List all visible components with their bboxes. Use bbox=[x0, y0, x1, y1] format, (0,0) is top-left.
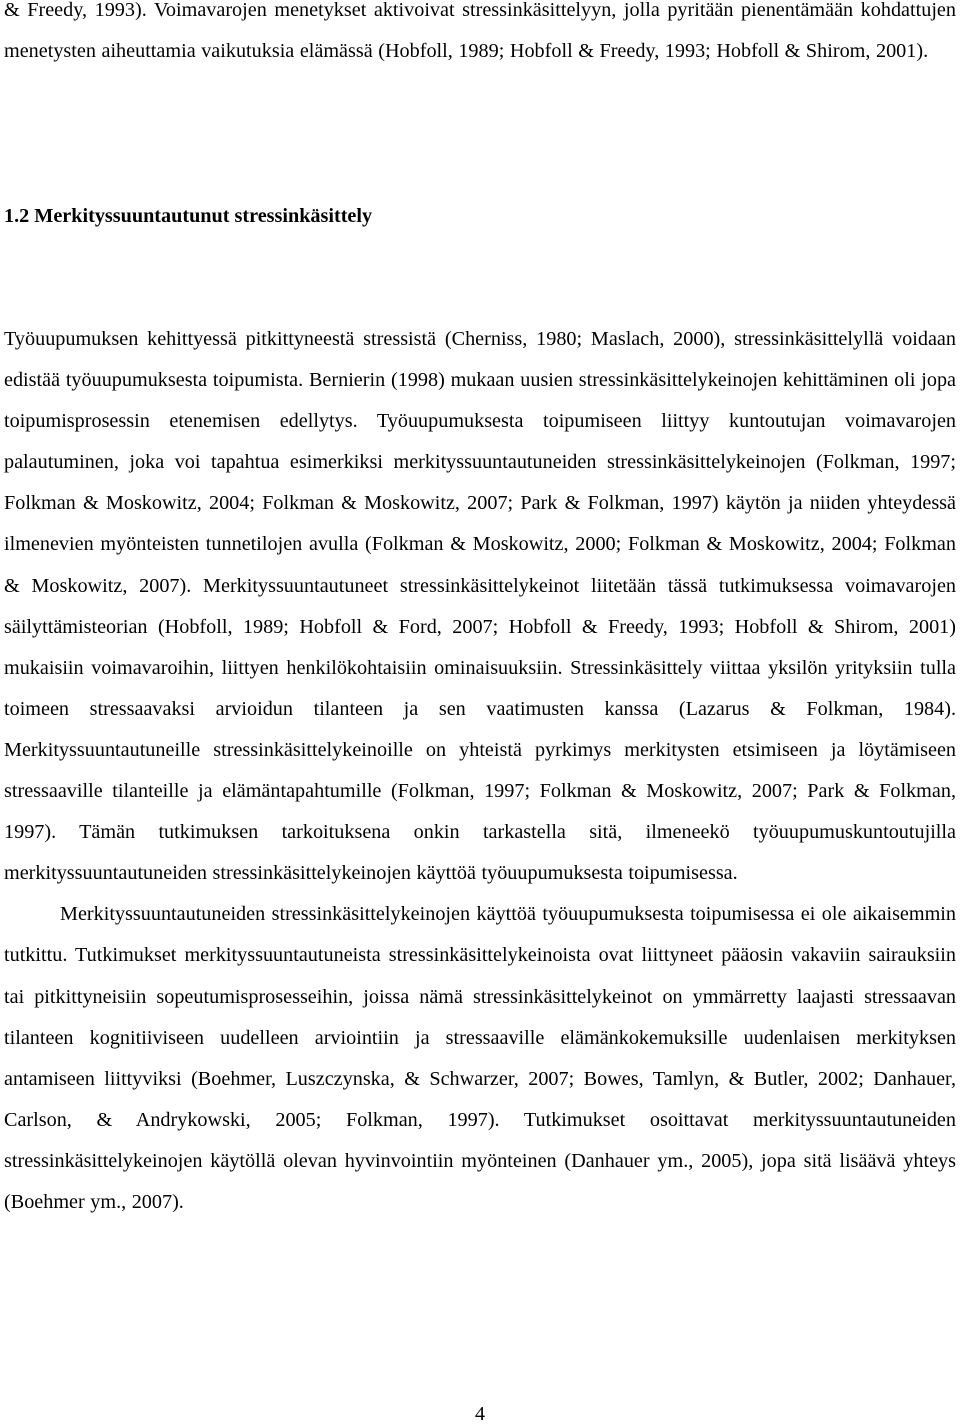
document-page bbox=[4, 0, 956, 1425]
section-heading: 1.2 Merkityssuuntautunut stressinkäsittely bbox=[4, 205, 373, 227]
body-paragraph-1: Työuupumuksen kehittyessä pitkittyneestä stressistä (Cherniss, 1980; Maslach, 2000), stressinkäsittelyllä voidaan edistää työuupumuksesta toipumista. Bernierin (1998) mukaan uusien stressinkäsittelykeinojen kehittäminen oli jopa toipumisprosessin etenemisen edellytys. Työuupumuksesta toipumiseen liittyy kuntoutujan voimavarojen palautuminen, joka voi tapahtua esimerkiksi merkityssuuntautuneiden stressinkäsittelykeinojen (Folkman, 1997; Folkman & Moskowitz, 2004; Folkman & Moskowitz, 2007; Park & Folkman, 1997) käytön ja niiden yhteydessä ilmenevien myönteisten tunnetilojen avulla (Folkman & Moskowitz, 2000; Folkman & Moskowitz, 2004; Folkman & Moskowitz, 2007). Merkityssuuntautuneet stressinkäsittelykeinot liitetään tässä tutkimuksessa voimavarojen säilyttämisteorian (Hobfoll, 1989; Hobfoll & Ford, 2007; Hobfoll & Freedy, 1993; Hobfoll & Shirom, 2001) mukaisiin voimavaroihin, liittyen henkilökohtaisiin ominaisuuksiin. Stressinkäsittely viittaa yksilön yrityksiin tulla toimeen stressaavaksi arvioidun tilanteen ja sen vaatimusten kanssa (Lazarus & Folkman, 1984). Merkityssuuntautuneille stressinkäsittelykeinoille on yhteistä pyrkimys merkitysten etsimiseen ja löytämiseen stressaaville tilanteille ja elämäntapahtumille (Folkman, 1997; Folkman & Moskowitz, 2007; Park & Folkman, 1997). Tämän tutkimuksen tarkoituksena onkin tarkastella sitä, ilmeneekö työuupumuskuntoutujilla merkityssuuntautuneiden stressinkäsittelykeinojen käyttöä työuupumuksesta toipumisessa. bbox=[4, 328, 956, 885]
body-paragraph-2: Merkityssuuntautuneiden stressinkäsittelykeinojen käyttöä työuupumuksesta toipumisessa ei ole aikaisemmin tutkittu. Tutkimukset merkityssuuntautuneista stressinkäsittelykeinoista ovat liittyneet pääosin vakaviin sairauksiin tai pitkittyneisiin sopeutumisprosesseihin, joissa nämä stressinkäsittelykeinot on ymmärretty laajasti stressaavan tilanteen kognitiiviseen uudelleen arviointiin ja stressaaville elämänkokemuksille uudenlaisen merkityksen antamiseen liittyviksi (Boehmer, Luszczynska, & Schwarzer, 2007; Bowes, Tamlyn, & Butler, 2002; Danhauer, Carlson, & Andrykowski, 2005; Folkman, 1997). Tutkimukset osoittavat merkityssuuntautuneiden stressinkäsittelykeinojen käytöllä olevan hyvinvointiin myönteinen (Danhauer ym., 2005), jopa sitä lisäävä yhteys (Boehmer ym., 2007). bbox=[4, 903, 956, 1213]
section-body bbox=[4, 319, 956, 1223]
page-number: 4 bbox=[475, 1403, 485, 1425]
intro-paragraph: & Freedy, 1993). Voimavarojen menetykset aktivoivat stressinkäsittelyyn, jolla pyritään pienentämään kohdattujen menetysten aiheuttamia vaikutuksia elämässä (Hobfoll, 1989; Hobfoll & Freedy, 1993; Hobfoll & Shirom, 2001). bbox=[4, 0, 956, 63]
